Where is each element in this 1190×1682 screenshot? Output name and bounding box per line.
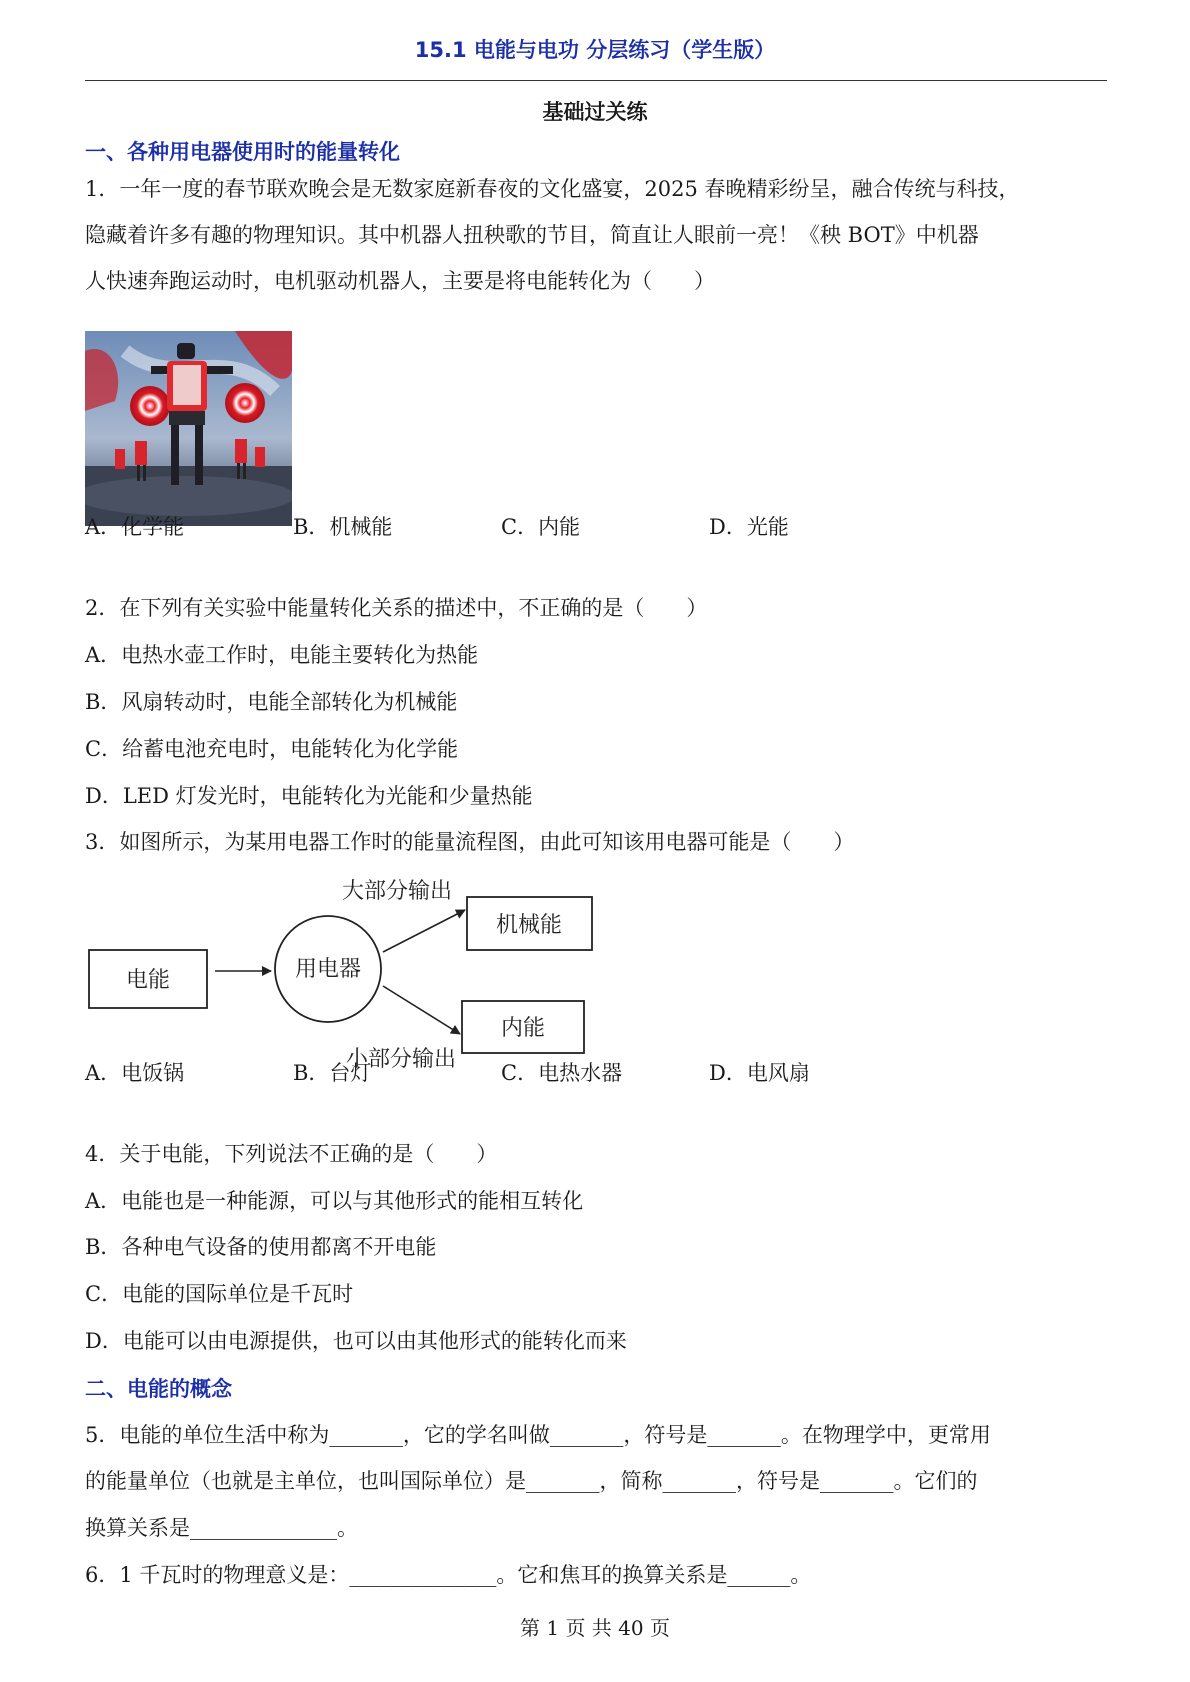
q2-stem: 2．在下列有关实验中能量转化关系的描述中，不正确的是（ ） bbox=[85, 596, 708, 620]
major-output-arrow bbox=[383, 910, 465, 952]
q1-option-c: C．内能 bbox=[501, 515, 581, 539]
subtitle: 基础过关练 bbox=[542, 100, 648, 124]
device-label: 用电器 bbox=[294, 957, 362, 982]
q3-option-a: A．电饭锅 bbox=[85, 1061, 185, 1085]
q3-option-c: C．电热水器 bbox=[501, 1061, 623, 1085]
q5-line-1: 5．电能的单位生活中称为_______，它的学名叫做_______，符号是_______。在物理学中，更常用 bbox=[85, 1423, 991, 1447]
q4-option-b: B．各种电气设备的使用都离不开电能 bbox=[85, 1235, 437, 1259]
section-heading-2: 二、电能的概念 bbox=[85, 1377, 232, 1401]
q1-line-2: 隐藏着许多有趣的物理知识。其中机器人扭秧歌的节目，简直让人眼前一亮！《秧 BOT》中机器 bbox=[85, 223, 979, 247]
q4-option-d: D．电能可以由电源提供，也可以由其他形式的能转化而来 bbox=[85, 1329, 627, 1353]
q3-option-b: B．台灯 bbox=[293, 1061, 372, 1085]
q5-line-2: 的能量单位（也就是主单位，也叫国际单位）是_______，简称_______，符号是_______。它们的 bbox=[85, 1469, 978, 1493]
minor-output-label: 内能 bbox=[500, 1016, 546, 1041]
q1-line-3: 人快速奔跑运动时，电机驱动机器人，主要是将电能转化为（ ） bbox=[85, 269, 715, 293]
title-divider bbox=[85, 80, 1107, 81]
energy-flow-diagram bbox=[85, 872, 605, 1072]
q6-line: 6．1 千瓦时的物理意义是：______________。它和焦耳的换算关系是______。 bbox=[85, 1563, 812, 1587]
q1-option-d: D．光能 bbox=[709, 515, 789, 539]
q1-line-1: 1．一年一度的春节联欢晚会是无数家庭新春夜的文化盛宴，2025 春晚精彩纷呈，融合传统与科技， bbox=[85, 177, 1020, 201]
q3-option-d: D．电风扇 bbox=[709, 1061, 810, 1085]
major-output-caption: 大部分输出 bbox=[341, 879, 453, 904]
q2-option-b: B．风扇转动时，电能全部转化为机械能 bbox=[85, 690, 458, 714]
q3-stem: 3．如图所示，为某用电器工作时的能量流程图，由此可知该用电器可能是（ ） bbox=[85, 830, 855, 854]
q4-option-a: A．电能也是一种能源，可以与其他形式的能相互转化 bbox=[85, 1189, 584, 1213]
q5-line-3: 换算关系是______________。 bbox=[85, 1516, 358, 1540]
minor-output-arrow bbox=[383, 986, 460, 1034]
q2-option-d: D．LED 灯发光时，电能转化为光能和少量热能 bbox=[85, 784, 533, 808]
q1-option-b: B．机械能 bbox=[293, 515, 393, 539]
minor-output-caption: 小部分输出 bbox=[345, 1047, 457, 1072]
robot-dance-photo bbox=[85, 331, 292, 526]
q4-stem: 4．关于电能，下列说法不正确的是（ ） bbox=[85, 1142, 498, 1166]
q2-option-c: C．给蓄电池充电时，电能转化为化学能 bbox=[85, 737, 459, 761]
major-output-label: 机械能 bbox=[495, 913, 563, 938]
page-title: 15.1 电能与电功 分层练习（学生版） bbox=[414, 38, 776, 62]
q4-option-c: C．电能的国际单位是千瓦时 bbox=[85, 1282, 354, 1306]
page-number: 第 1 页 共 40 页 bbox=[520, 1616, 670, 1640]
section-heading-1: 一、各种用电器使用时的能量转化 bbox=[85, 140, 400, 164]
q2-option-a: A．电热水壶工作时，电能主要转化为热能 bbox=[85, 643, 479, 667]
input-energy-label: 电能 bbox=[125, 968, 171, 993]
q1-option-a: A．化学能 bbox=[85, 515, 185, 539]
